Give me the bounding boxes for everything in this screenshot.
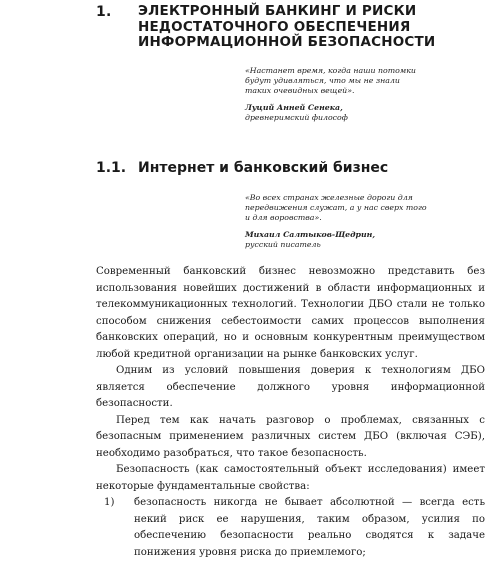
chapter-number: 1.: [96, 4, 112, 20]
paragraph: Одним из условий повышения доверия к технологиям ДБО является обеспечение должного уровня информационной безопасности.: [96, 365, 485, 409]
list-item: [96, 495, 485, 561]
epigraph-line: «Настанет время, когда наши потомки: [245, 66, 416, 75]
epigraph-author-role: древнеримский философ: [245, 112, 348, 122]
body-text: [96, 264, 485, 561]
section-number: 1.1.: [96, 160, 127, 176]
chapter-title-line: ИНФОРМАЦИОННОЙ БЕЗОПАСНОСТИ: [138, 34, 436, 50]
epigraph-line: «Во всех странах железные дороги для: [245, 193, 413, 202]
chapter-title-line: ЭЛЕКТРОННЫЙ БАНКИНГ И РИСКИ: [138, 3, 417, 19]
properties-list: [96, 495, 485, 561]
epigraph-seneca: [245, 66, 480, 123]
section-heading: [96, 160, 486, 176]
chapter-title-line: НЕДОСТАТОЧНОГО ОБЕСПЕЧЕНИЯ: [138, 18, 411, 35]
paragraph: Безопасность (как самостоятельный объект исследования) имеет некоторые фундаментальные свойства:: [96, 464, 485, 492]
epigraph-line: и для воровства».: [245, 213, 322, 223]
epigraph-saltykov: [245, 193, 480, 250]
epigraph-author-role: русский писатель: [245, 239, 321, 249]
list-item-text: безопасность никогда не бывает абсолютной — всегда есть некий риск ее нарушения, таким образом, усилия по обеспечению безопасности реально сводятся к задаче понижения уровня риска до приемлемого;: [134, 497, 485, 558]
epigraph-author: Луций Анней Сенека,: [245, 102, 343, 112]
chapter-title: [138, 4, 435, 51]
chapter-heading: [96, 4, 486, 51]
epigraph-author: Михаил Салтыков-Щедрин,: [245, 229, 376, 239]
list-marker: 1): [104, 497, 115, 508]
section-title: Интернет и банковский бизнес: [138, 160, 389, 176]
paragraph: Перед тем как начать разговор о проблемах, связанных с безопасным применением различных систем ДБО (включая СЭБ), необходимо разобраться, что такое безопасность.: [96, 414, 485, 459]
paragraph: Современный банковский бизнес невозможно представить без использования новейших достижений в области информационных и телекоммуникационных технологий. Технологии ДБО стали не только способом снижения себестоимости самих процессов выполнения банковских операций, но и основным конкурентным преимуществом любой кредитной организации на рынке банковских услуг.: [96, 266, 485, 360]
epigraph-line: передвижения служат, а у нас сверх того: [245, 203, 427, 213]
epigraph-line: будут удивляться, что мы не знали: [245, 76, 400, 86]
epigraph-line: таких очевидных вещей».: [245, 86, 355, 96]
